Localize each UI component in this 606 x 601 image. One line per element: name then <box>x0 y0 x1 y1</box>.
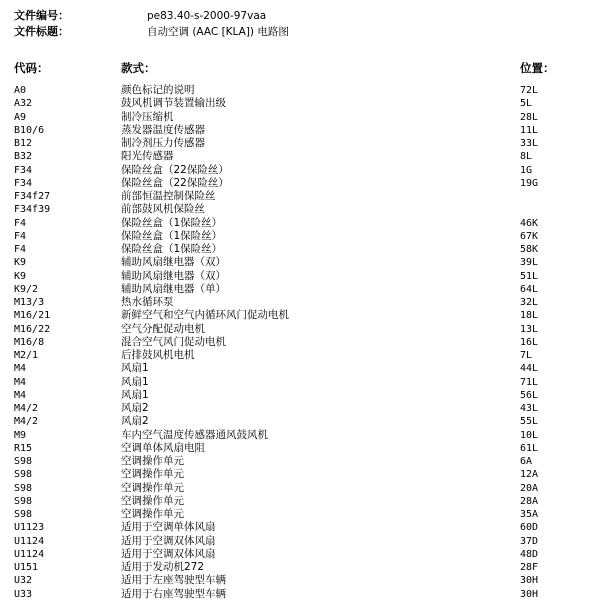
row-code: U151 <box>14 562 39 573</box>
table-row <box>0 349 606 362</box>
doc-title-value: 自动空调 (AAC [KLA]) 电路图 <box>147 26 289 38</box>
table-row <box>0 362 606 375</box>
row-position: 67K <box>520 230 539 242</box>
row-position: 1G <box>520 164 533 176</box>
row-model: 空调操作单元 <box>121 455 184 467</box>
row-code: U1124 <box>14 535 45 547</box>
row-code: M16/21 <box>14 310 51 322</box>
table-row <box>0 270 606 283</box>
row-position: 35A <box>520 509 539 520</box>
row-position: 48D <box>520 548 539 560</box>
table-row <box>0 150 606 163</box>
row-code: S98 <box>14 509 33 520</box>
row-position: 18L <box>520 310 539 322</box>
row-code: F4 <box>14 217 27 229</box>
row-model: 辅助风扇继电器（双） <box>121 269 226 282</box>
row-position: 20A <box>520 482 539 494</box>
row-position: 13L <box>520 323 539 335</box>
row-model: 风扇1 <box>121 375 149 388</box>
doc-number-value: pe83.40-s-2000-97vaa <box>147 10 267 22</box>
row-code: M4/2 <box>14 416 39 428</box>
row-model: 蒸发器温度传感器 <box>121 123 205 136</box>
table-row <box>0 415 606 428</box>
row-position: 60D <box>520 522 539 534</box>
row-code: U33 <box>14 588 33 600</box>
row-model: 保险丝盒（1保险丝） <box>121 243 223 255</box>
row-position: 46K <box>520 217 539 229</box>
row-position: 11L <box>520 124 539 136</box>
table-row <box>0 283 606 296</box>
row-model: 保险丝盒（22保险丝） <box>121 163 229 176</box>
row-position: 51L <box>520 270 539 282</box>
row-model: 制冷压缩机 <box>121 110 174 123</box>
row-model: 风扇2 <box>121 415 149 428</box>
row-code: B32 <box>14 151 33 163</box>
row-position: 5L <box>520 98 533 110</box>
table-row <box>0 389 606 402</box>
row-code: M9 <box>14 429 27 441</box>
table-row <box>0 561 606 574</box>
row-position: 12A <box>520 469 539 481</box>
column-header-model: 款式： <box>121 61 156 75</box>
table-row <box>0 137 606 150</box>
row-code: K9 <box>14 270 27 282</box>
row-model: 前部恒温控制保险丝 <box>121 190 216 202</box>
row-code: M16/22 <box>14 323 51 335</box>
row-code: A0 <box>14 85 27 96</box>
row-code: M4 <box>14 389 27 401</box>
row-position: 19G <box>520 177 539 189</box>
row-position: 37D <box>520 535 539 547</box>
row-position: 56L <box>520 389 539 401</box>
row-position: 8L <box>520 151 533 163</box>
table-row <box>0 455 606 468</box>
row-code: U32 <box>14 575 33 587</box>
row-code: M4 <box>14 363 27 375</box>
row-model: 适用于空调双体风扇 <box>121 534 216 547</box>
row-position: 16L <box>520 336 539 348</box>
row-model: 制冷剂压力传感器 <box>121 137 205 149</box>
row-code: F34f39 <box>14 204 51 216</box>
row-code: M2/1 <box>14 350 39 361</box>
row-position: 39L <box>520 257 539 269</box>
row-model: 颜色标记的说明 <box>121 84 195 96</box>
row-position: 64L <box>520 283 539 295</box>
row-code: F34f27 <box>14 191 51 202</box>
row-model: 适用于发动机272 <box>121 561 205 573</box>
row-code: B10/6 <box>14 124 45 136</box>
table-row <box>0 217 606 230</box>
table-row <box>0 177 606 190</box>
row-code: M4/2 <box>14 403 39 414</box>
row-position: 32L <box>520 297 539 308</box>
row-position: 72L <box>520 85 539 96</box>
table-row <box>0 97 606 110</box>
row-position: 58K <box>520 244 539 255</box>
component-table <box>0 84 606 601</box>
row-code: S98 <box>14 469 33 481</box>
row-model: 适用于空调单体风扇 <box>121 521 216 534</box>
row-model: 后排鼓风机电机 <box>121 349 195 361</box>
table-row <box>0 548 606 561</box>
doc-title-label: 文件标题： <box>14 25 69 38</box>
row-code: B12 <box>14 138 33 149</box>
table-row <box>0 442 606 455</box>
table-row <box>0 574 606 587</box>
row-code: F34 <box>14 177 33 189</box>
table-row <box>0 508 606 521</box>
table-row <box>0 482 606 495</box>
row-model: 保险丝盒（1保险丝） <box>121 216 223 229</box>
row-model: 阳光传感器 <box>121 150 174 163</box>
row-model: 空调操作单元 <box>121 468 184 481</box>
table-row <box>0 84 606 97</box>
row-position: 28L <box>520 111 539 123</box>
row-code: F4 <box>14 230 27 242</box>
row-model: 辅助风扇继电器（双） <box>121 256 226 269</box>
row-model: 风扇2 <box>121 402 149 414</box>
row-model: 适用于右座驾驶型车辆 <box>121 587 226 600</box>
row-model: 风扇1 <box>121 388 149 401</box>
doc-number-label: 文件编号： <box>14 9 69 22</box>
table-row <box>0 124 606 137</box>
row-model: 空调操作单元 <box>121 508 184 520</box>
row-model: 鼓风机调节装置输出级 <box>121 97 226 110</box>
table-row <box>0 190 606 203</box>
row-model: 适用于空调双体风扇 <box>121 547 216 560</box>
column-header-code: 代码： <box>14 61 49 75</box>
row-model: 保险丝盒（22保险丝） <box>121 176 229 189</box>
table-row <box>0 243 606 256</box>
table-row <box>0 111 606 124</box>
row-code: M16/8 <box>14 336 45 348</box>
row-position: 7L <box>520 350 533 361</box>
row-model: 保险丝盒（1保险丝） <box>121 229 223 242</box>
table-row <box>0 164 606 177</box>
row-code: S98 <box>14 456 33 467</box>
row-position: 43L <box>520 403 539 414</box>
table-row <box>0 296 606 309</box>
row-model: 热水循环泵 <box>121 296 174 308</box>
row-code: K9/2 <box>14 283 39 295</box>
table-row <box>0 588 606 601</box>
row-code: M4 <box>14 376 27 388</box>
row-code: R15 <box>14 442 33 454</box>
row-position: 61L <box>520 442 539 454</box>
row-model: 空气分配促动电机 <box>121 322 205 335</box>
row-position: 10L <box>520 429 539 441</box>
table-row <box>0 230 606 243</box>
table-row <box>0 376 606 389</box>
row-code: U1124 <box>14 548 45 560</box>
row-model: 适用于左座驾驶型车辆 <box>121 574 226 587</box>
row-code: F34 <box>14 164 33 176</box>
row-model: 空调单体风扇电阻 <box>121 441 205 454</box>
row-code: A9 <box>14 111 27 123</box>
row-model: 辅助风扇继电器（单） <box>121 282 226 295</box>
row-position: 30H <box>520 575 539 587</box>
row-position: 55L <box>520 416 539 428</box>
row-code: A32 <box>14 98 33 110</box>
row-model: 车内空气温度传感器通风鼓风机 <box>121 428 268 441</box>
row-code: K9 <box>14 257 27 269</box>
table-row <box>0 402 606 415</box>
table-row <box>0 468 606 481</box>
row-position: 28A <box>520 495 539 507</box>
table-row <box>0 336 606 349</box>
row-model: 空调操作单元 <box>121 494 184 507</box>
row-code: S98 <box>14 482 33 494</box>
row-position: 6A <box>520 456 533 467</box>
row-model: 前部鼓风机保险丝 <box>121 203 205 216</box>
table-row <box>0 256 606 269</box>
row-position: 30H <box>520 588 539 600</box>
row-model: 空调操作单元 <box>121 481 184 494</box>
row-model: 混合空气风门促动电机 <box>121 335 226 348</box>
row-model: 风扇1 <box>121 362 149 375</box>
table-row <box>0 495 606 508</box>
row-code: U1123 <box>14 522 45 534</box>
row-model: 新鲜空气和空气内循环风门促动电机 <box>121 309 289 322</box>
table-row <box>0 521 606 534</box>
table-row <box>0 323 606 336</box>
row-code: S98 <box>14 495 33 507</box>
row-position: 28F <box>520 562 539 573</box>
row-position: 33L <box>520 138 539 149</box>
row-code: F4 <box>14 244 27 255</box>
row-code: M13/3 <box>14 297 45 308</box>
table-row <box>0 309 606 322</box>
column-header-position: 位置： <box>520 61 555 75</box>
row-position: 44L <box>520 363 539 375</box>
table-row <box>0 535 606 548</box>
row-position: 71L <box>520 376 539 388</box>
table-row <box>0 203 606 216</box>
table-row <box>0 429 606 442</box>
